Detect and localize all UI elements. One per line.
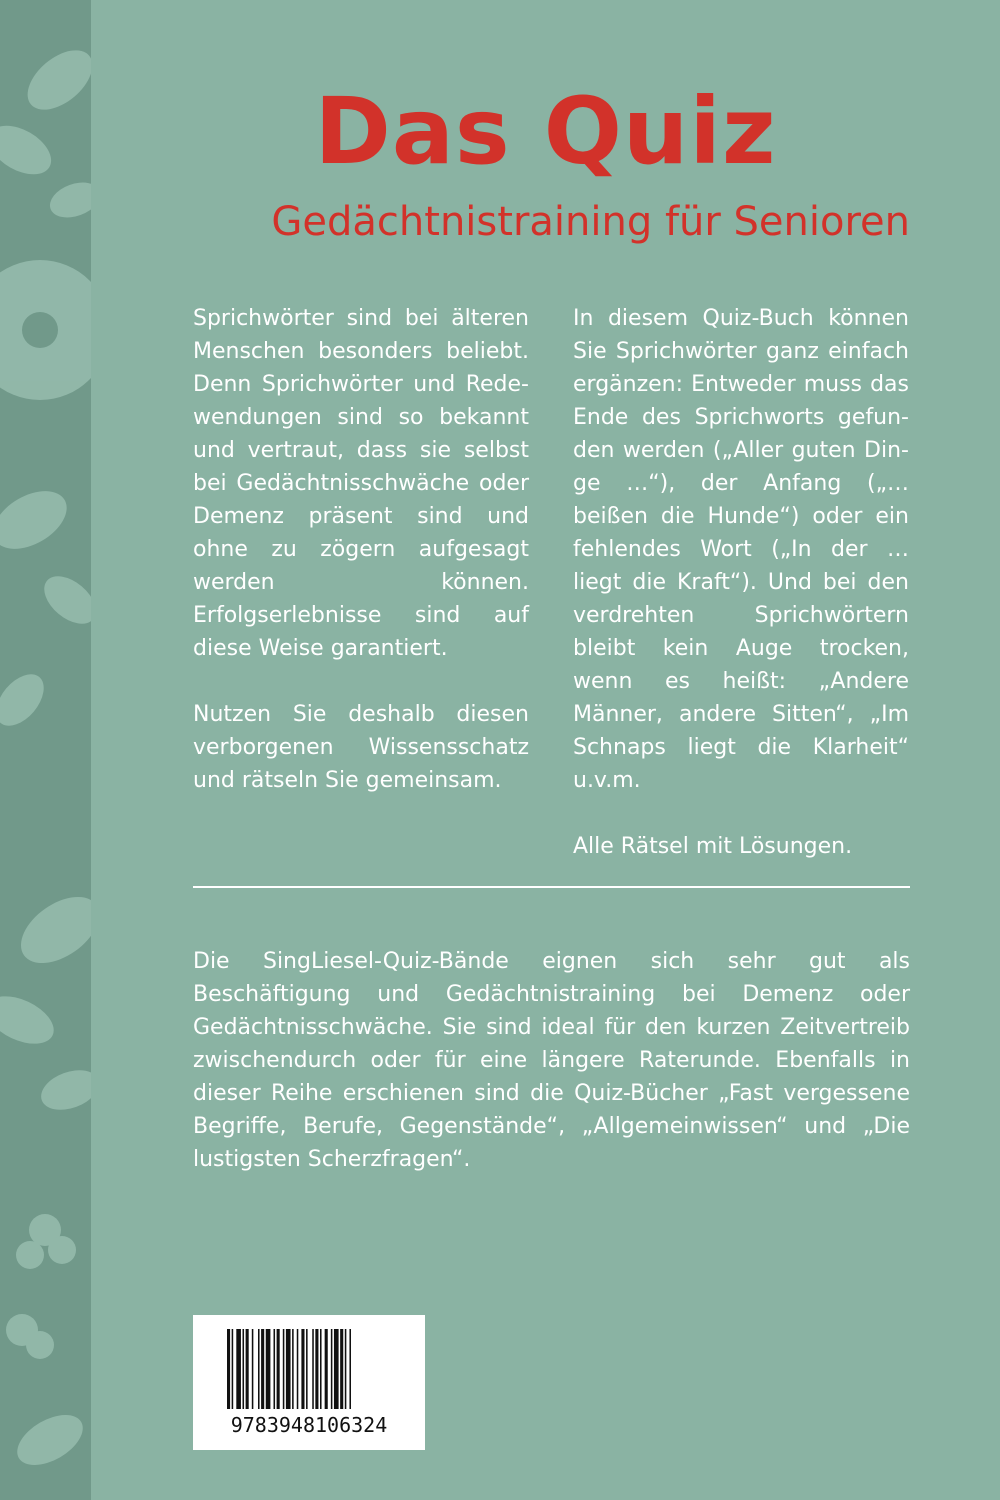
- barcode: [193, 1315, 425, 1450]
- floral-pattern-icon: [0, 0, 91, 1500]
- left-text-column: [193, 302, 529, 830]
- divider: [193, 886, 910, 888]
- left-paragraph-1: Sprichwörter sind bei älteren Menschen besonders beliebt. Denn Sprichwörter und Redewendungen sind so bekannt und vertraut, dass sie selbst bei Gedächtnisschwäche oder Demenz präsent sind und ohne zu zögern aufgesagt werden können. Erfolgserlebnisse sind auf diese Weise garantiert.: [193, 306, 529, 661]
- right-paragraph-2: Alle Rätsel mit Lösungen.: [573, 834, 853, 859]
- right-text-column: [573, 302, 909, 896]
- series-description: Die SingLiesel-Quiz-Bände eignen sich sehr gut als Beschäftigung und Gedächtnistraining bei Demenz oder Gedächtnisschwäche. Sie sind ideal für den kurzen Zeitvertreib zwischendurch oder für eine längere Raterunde. Ebenfalls in dieser Reihe erschienen sind die Quiz-Bücher „Fast vergessene Begriffe, Berufe, Gegenstände“, „Allgemeinwissen“ und „Die lustigsten Scherzfragen“.: [193, 949, 910, 1172]
- barcode-icon: [227, 1329, 391, 1411]
- book-title: Das Quiz: [314, 78, 777, 185]
- left-paragraph-2: Nutzen Sie deshalb diesen verborgenen Wissensschatz und rätseln Sie gemeinsam.: [193, 702, 529, 793]
- right-paragraph-1: In diesem Quiz-Buch können Sie Sprichwörter ganz einfach ergänzen: Entweder muss das Ende des Sprichworts gefunden werden („Aller guten Dinge …“), der Anfang („… beißen die Hunde“) oder ein fehlendes Wort („In der … liegt die Kraft“). Und bei den verdrehten Sprichwörtern bleibt kein Auge trocken, wenn es heißt: „Andere Männer, andere Sitten“, „Im Schnaps liegt die Klarheit“ u.v.m.: [573, 306, 909, 793]
- floral-side-band: [0, 0, 91, 1500]
- book-subtitle: Gedächtnistraining für Senioren: [271, 199, 910, 245]
- isbn-number: 9783948106324: [230, 1413, 388, 1437]
